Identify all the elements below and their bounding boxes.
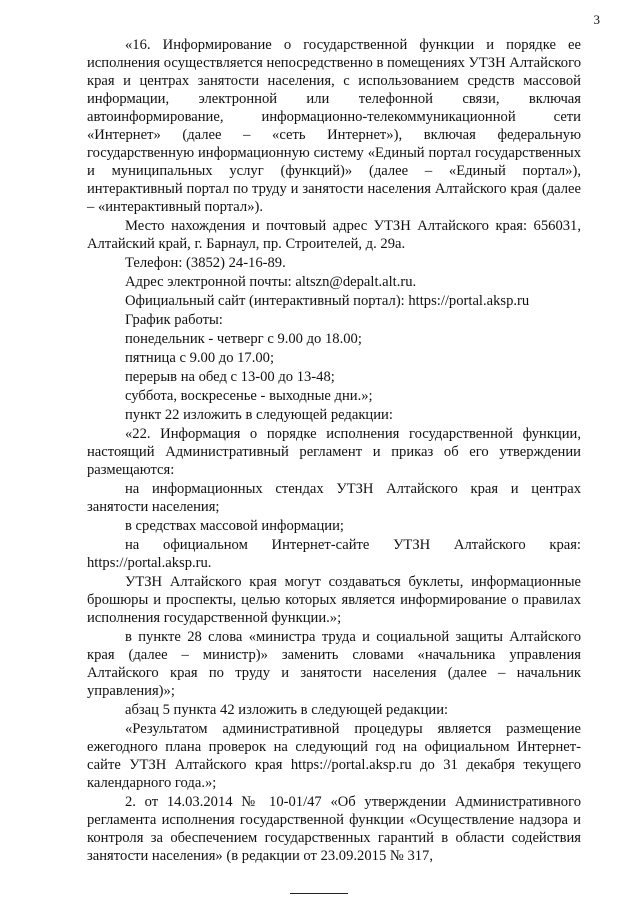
footnote-separator	[290, 893, 348, 894]
paragraph-schedule-weekend: суббота, воскресенье - выходные дни.»;	[125, 388, 373, 404]
paragraph-16-informing: «16. Информирование о государственной функции и порядке ее исполнения осуществляется непосредственно в помещениях УТЗН Алтайского края и центрах занятости населения, с использованием средств массовой информации, электронной или телефонной связи, включая автоинформирование, информационно-телекоммуникационной сети «Интернет» (далее – «сеть Интернет»), включая федеральную государственную информационную систему «Единый портал государственных и муниципальных услуг (функций)» (далее – «Единый портал»), интерактивный портал по труду и занятости населения Алтайского края (далее – «интерактивный портал»).	[87, 37, 581, 215]
paragraph-schedule-mon-thu: понедельник - четверг с 9.00 до 18.00;	[125, 331, 362, 347]
paragraph-stands: на информационных стендах УТЗН Алтайского края и центрах занятости населения;	[87, 481, 581, 515]
paragraph-mass-media: в средствах массовой информации;	[125, 518, 344, 534]
paragraph-item-42: «Результатом административной процедуры является размещение ежегодного плана проверок на следующий год на официальном Интернет-сайте УТЗН Алтайского края https://portal.aksp.ru до 31 декабря текущего календарного года.»;	[87, 721, 581, 791]
paragraph-item-22-intro: пункт 22 изложить в следующей редакции:	[125, 407, 393, 423]
paragraph-phone: Телефон: (3852) 24-16-89.	[125, 255, 286, 271]
paragraph-booklets: УТЗН Алтайского края могут создаваться буклеты, информационные брошюры и проспекты, целью которых является информирование о правилах исполнения государственной функции.»;	[87, 574, 581, 626]
paragraph-schedule-fri: пятница с 9.00 до 17.00;	[125, 350, 275, 366]
paragraph-schedule-lunch: перерыв на обед с 13-00 до 13-48;	[125, 369, 335, 385]
paragraph-item-28: в пункте 28 слова «министра труда и социальной защиты Алтайского края (далее – министр)» заменить словами «начальника управления Алтайского края по труду и занятости населения (далее – начальник управления)»;	[87, 629, 581, 699]
paragraph-official-site: на официальном Интернет-сайте УТЗН Алтайского края: https://portal.aksp.ru.	[87, 537, 581, 571]
paragraph-item-22: «22. Информация о порядке исполнения государственной функции, настоящий Административный регламент и приказ об его утверждении размещаются:	[87, 426, 581, 478]
paragraph-order-2: 2. от 14.03.2014 № 10-01/47 «Об утверждении Административного регламента исполнения государственной функции «Осуществление надзора и контроля за обеспечением государственных гарантий в области содействия занятости населения» (в редакции от 23.09.2015 № 317,	[87, 794, 581, 864]
paragraph-address: Место нахождения и почтовый адрес УТЗН Алтайского края: 656031, Алтайский край, г. Барнаул, пр. Строителей, д. 29а.	[87, 218, 581, 252]
paragraph-schedule-heading: График работы:	[125, 312, 223, 328]
paragraph-item-42-intro: абзац 5 пункта 42 изложить в следующей редакции:	[125, 702, 449, 718]
paragraph-email: Адрес электронной почты: altszn@depalt.alt.ru.	[125, 274, 417, 290]
document-body	[87, 36, 581, 865]
paragraph-website: Официальный сайт (интерактивный портал): https://portal.aksp.ru	[125, 293, 530, 309]
page-number: 3	[593, 12, 600, 27]
